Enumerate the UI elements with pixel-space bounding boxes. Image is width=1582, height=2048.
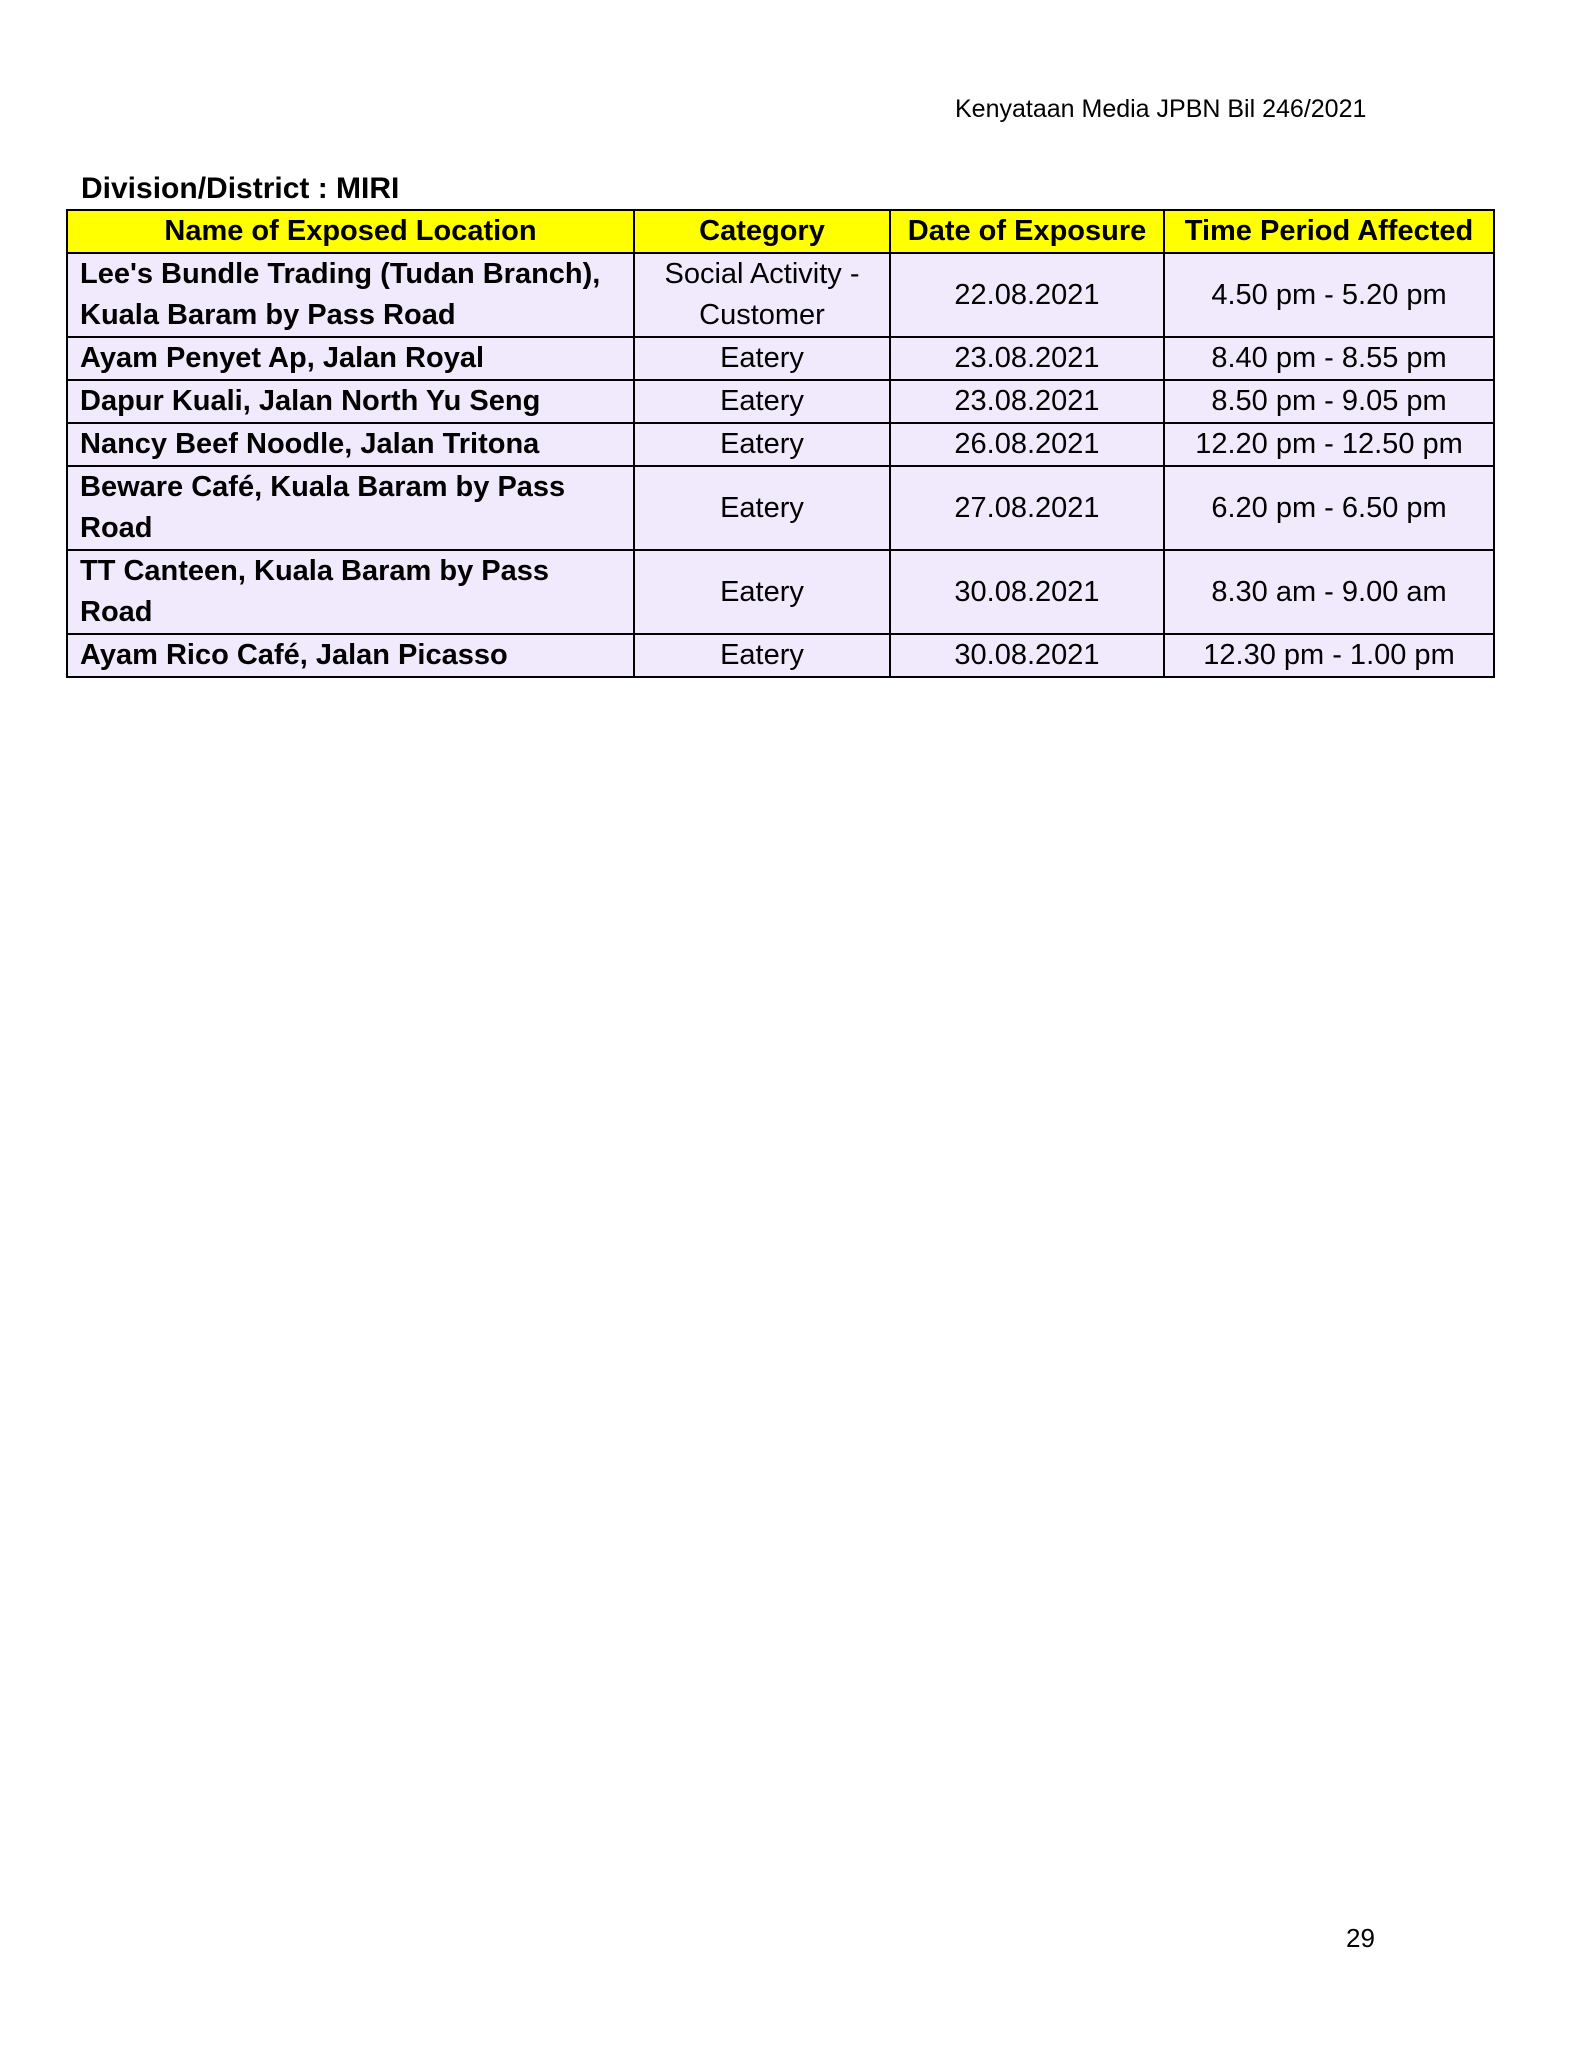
date-cell: 30.08.2021 xyxy=(890,634,1164,677)
category-cell: Eatery xyxy=(634,337,890,380)
date-cell: 22.08.2021 xyxy=(890,253,1164,337)
table-row xyxy=(67,253,1494,337)
exposure-table xyxy=(66,209,1495,678)
location-cell: Nancy Beef Noodle, Jalan Tritona xyxy=(67,423,634,466)
category-cell: Eatery xyxy=(634,466,890,550)
column-header-date: Date of Exposure xyxy=(890,210,1164,253)
date-cell: 27.08.2021 xyxy=(890,466,1164,550)
column-header-time: Time Period Affected xyxy=(1164,210,1494,253)
table-row xyxy=(67,466,1494,550)
time-cell: 6.20 pm - 6.50 pm xyxy=(1164,466,1494,550)
table-row xyxy=(67,423,1494,466)
location-cell: Ayam Penyet Ap, Jalan Royal xyxy=(67,337,634,380)
date-cell: 23.08.2021 xyxy=(890,380,1164,423)
time-cell: 4.50 pm - 5.20 pm xyxy=(1164,253,1494,337)
table-row xyxy=(67,380,1494,423)
category-cell: Eatery xyxy=(634,550,890,634)
column-header-location: Name of Exposed Location xyxy=(67,210,634,253)
time-cell: 8.40 pm - 8.55 pm xyxy=(1164,337,1494,380)
category-cell: Eatery xyxy=(634,634,890,677)
table-row xyxy=(67,634,1494,677)
location-cell: Dapur Kuali, Jalan North Yu Seng xyxy=(67,380,634,423)
document-reference: Kenyataan Media JPBN Bil 246/2021 xyxy=(955,95,1367,123)
date-cell: 23.08.2021 xyxy=(890,337,1164,380)
time-cell: 12.30 pm - 1.00 pm xyxy=(1164,634,1494,677)
category-cell: Eatery xyxy=(634,380,890,423)
date-cell: 30.08.2021 xyxy=(890,550,1164,634)
time-cell: 8.50 pm - 9.05 pm xyxy=(1164,380,1494,423)
category-cell: Social Activity - Customer xyxy=(634,253,890,337)
location-cell: Lee's Bundle Trading (Tudan Branch), Kuala Baram by Pass Road xyxy=(67,253,634,337)
time-cell: 8.30 am - 9.00 am xyxy=(1164,550,1494,634)
table-row xyxy=(67,550,1494,634)
location-cell: Ayam Rico Café, Jalan Picasso xyxy=(67,634,634,677)
page-number: 29 xyxy=(1346,1923,1375,1953)
category-cell: Eatery xyxy=(634,423,890,466)
time-cell: 12.20 pm - 12.50 pm xyxy=(1164,423,1494,466)
location-cell: TT Canteen, Kuala Baram by Pass Road xyxy=(67,550,634,634)
location-cell: Beware Café, Kuala Baram by Pass Road xyxy=(67,466,634,550)
date-cell: 26.08.2021 xyxy=(890,423,1164,466)
table-header-row xyxy=(67,210,1494,253)
table-row xyxy=(67,337,1494,380)
column-header-category: Category xyxy=(634,210,890,253)
division-title: Division/District : MIRI xyxy=(81,172,400,205)
